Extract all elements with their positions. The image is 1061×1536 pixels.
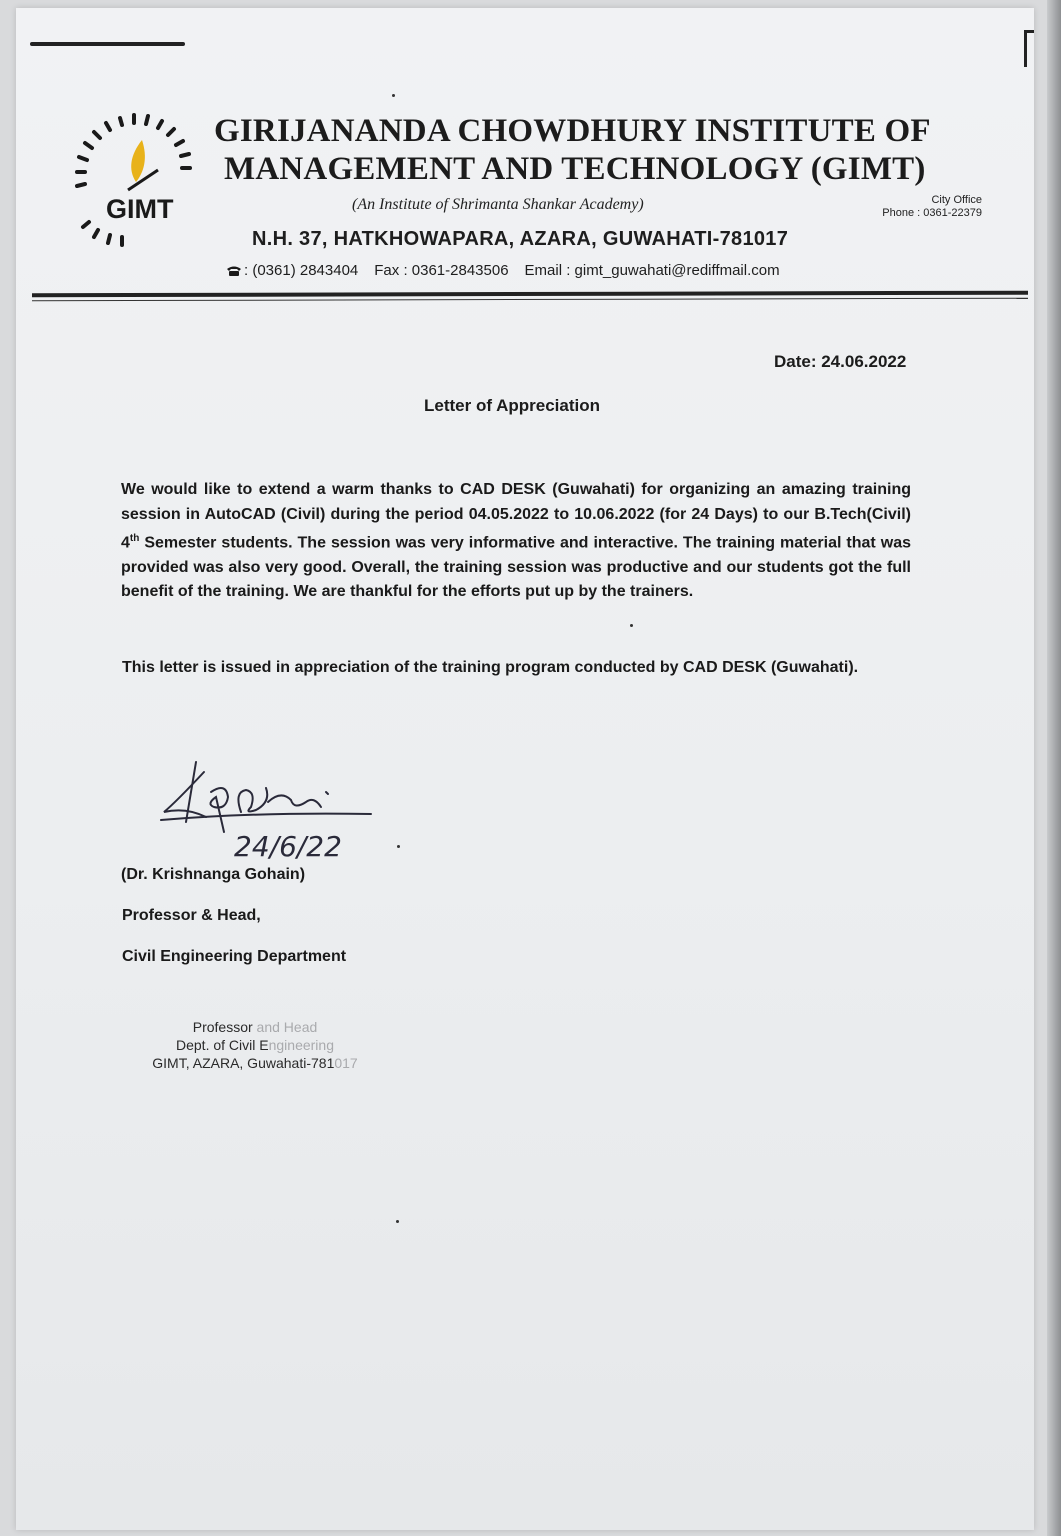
logo-ray [168,129,174,135]
email-address: Email : gimt_guwahati@rediffmail.com [524,262,780,279]
stamp-line2 [140,1036,370,1054]
corner-bracket-mark [1024,30,1034,67]
body-superscript: th [129,533,140,544]
handwritten-signature [156,752,376,867]
logo-ray [77,184,85,186]
institute-address: N.H. 37, HATKHOWAPARA, AZARA, GUWAHATI-781017 [252,228,789,250]
institute-name [214,112,974,188]
telephone-icon [226,265,242,276]
logo-ray [181,154,189,156]
stamp-line2-b: ngineering [268,1037,334,1053]
speck-mark [397,845,400,848]
logo-ray [85,143,92,148]
logo-ray [158,121,162,128]
letter-date: Date: 24.06.2022 [774,352,907,371]
stamp-line3-b: 017 [334,1055,358,1071]
signature-date: 24/6/22 [234,830,342,863]
gimt-logo [70,110,210,260]
logo-text: GIMT [106,194,174,224]
stamp-line1 [140,1018,370,1036]
stamp-line3-a: GIMT, AZARA, Guwahati-781 [152,1055,335,1071]
signatory-name: (Dr. Krishnanga Gohain) [121,866,306,883]
page-edge-shadow [1047,0,1061,1536]
phone-number: : (0361) 2843404 [244,262,359,279]
logo-ray [120,118,122,125]
issued-statement: This letter is issued in appreciation of the training program conducted by CAD DESK (Guwahati). [122,659,859,676]
academy-affiliation: (An Institute of Shrimanta Shankar Academy) [352,196,644,213]
logo-ray [108,235,110,243]
signatory-title: Professor & Head, [122,907,261,924]
institute-name-line1: GIRIJANANDA CHOWDHURY INSTITUTE OF [214,113,931,149]
body-part1: We would like to extend a warm thanks to CAD DESK (Guwahati) for organizing an amazing training session in AutoCAD (Civil) during the period 04.05.2022 to 10.06.2022 (for 24 Days) to our B.Tech(Civil) 4 [121,481,911,552]
fax-number: Fax : 0361-2843506 [374,262,509,279]
logo-ray [79,157,87,160]
body-part2: Semester students. The session was very informative and interactive. The training material that was provided was also very good. Overall, the training session was productive and our students got the full benefit of the training. We are thankful for the efforts put up by the trainers. [121,534,911,601]
city-office [858,194,982,220]
logo-ray [146,116,148,124]
official-stamp [140,1018,370,1072]
city-office-phone: Phone : 0361-22379 [882,207,982,219]
institute-name-line2: MANAGEMENT AND TECHNOLOGY (GIMT) [224,151,926,187]
signatory-department: Civil Engineering Department [122,948,347,965]
stamp-line3 [140,1054,370,1072]
speck-mark [630,624,633,627]
logo-flame [131,140,145,182]
logo-ray [106,123,110,130]
letter-body [121,478,911,605]
stamp-line2-a: Dept. of Civil E [176,1037,269,1053]
city-office-label: City Office [931,194,982,206]
contact-line [226,262,796,279]
stamp-line1-a: Professor [192,1019,253,1035]
logo-ray [176,141,183,145]
letter-subject: Letter of Appreciation [424,396,600,415]
logo-ray [94,132,100,138]
top-scrap-mark [30,42,185,46]
stamp-line1-b: and Head [252,1019,318,1035]
logo-ray [94,230,98,237]
logo-ray [83,222,89,227]
speck-mark [396,1220,399,1223]
speck-mark [392,94,395,97]
